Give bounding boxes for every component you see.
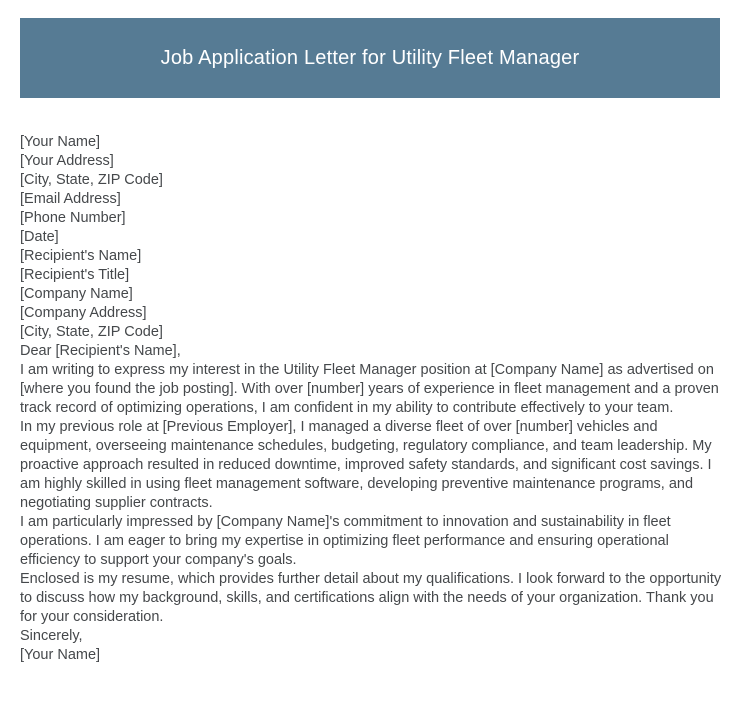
sender-email-line: [Email Address] bbox=[20, 191, 121, 207]
closing-line: Sincerely, bbox=[20, 628, 83, 644]
recipient-city-state-zip-line: [City, State, ZIP Code] bbox=[20, 324, 163, 340]
salutation-line: Dear [Recipient's Name], bbox=[20, 343, 181, 359]
date-line: [Date] bbox=[20, 229, 59, 245]
recipient-company-address-line: [Company Address] bbox=[20, 305, 147, 321]
sender-city-state-zip-line: [City, State, ZIP Code] bbox=[20, 172, 163, 188]
sender-address-line: [Your Address] bbox=[20, 153, 114, 169]
paragraph-company-interest: I am particularly impressed by [Company Name]'s commitment to innovation and sustainability in fleet operations. I am eager to bring my expertise in optimizing fleet performance and ensuring operational efficiency to support your company's goals. bbox=[20, 514, 671, 568]
signature-line: [Your Name] bbox=[20, 647, 101, 663]
page-title: Job Application Letter for Utility Fleet Manager bbox=[160, 46, 580, 69]
letter-body bbox=[20, 133, 723, 665]
recipient-name-line: [Recipient's Name] bbox=[20, 248, 142, 264]
paragraph-introduction: I am writing to express my interest in the Utility Fleet Manager position at [Company Name] as advertised on [where you found the job posting]. With over [number] years of experience in fleet management and a proven track record of optimizing operations, I am confident in my ability to contribute effectively to your team. bbox=[20, 362, 719, 416]
recipient-title-line: [Recipient's Title] bbox=[20, 267, 130, 283]
recipient-company-line: [Company Name] bbox=[20, 286, 133, 302]
paragraph-enclosure: Enclosed is my resume, which provides further detail about my qualifications. I look forward to the opportunity to discuss how my background, skills, and certifications align with the needs of your organization. Thank you for your consideration. bbox=[20, 571, 722, 625]
sender-name-line: [Your Name] bbox=[20, 134, 101, 150]
title-banner bbox=[20, 18, 720, 98]
paragraph-experience: In my previous role at [Previous Employer], I managed a diverse fleet of over [number] vehicles and equipment, overseeing maintenance schedules, budgeting, regulatory compliance, and team leadership. My proactive approach resulted in reduced downtime, improved safety standards, and significant cost savings. I am highly skilled in using fleet management software, developing preventive maintenance programs, and negotiating supplier contracts. bbox=[20, 419, 712, 511]
sender-phone-line: [Phone Number] bbox=[20, 210, 126, 226]
